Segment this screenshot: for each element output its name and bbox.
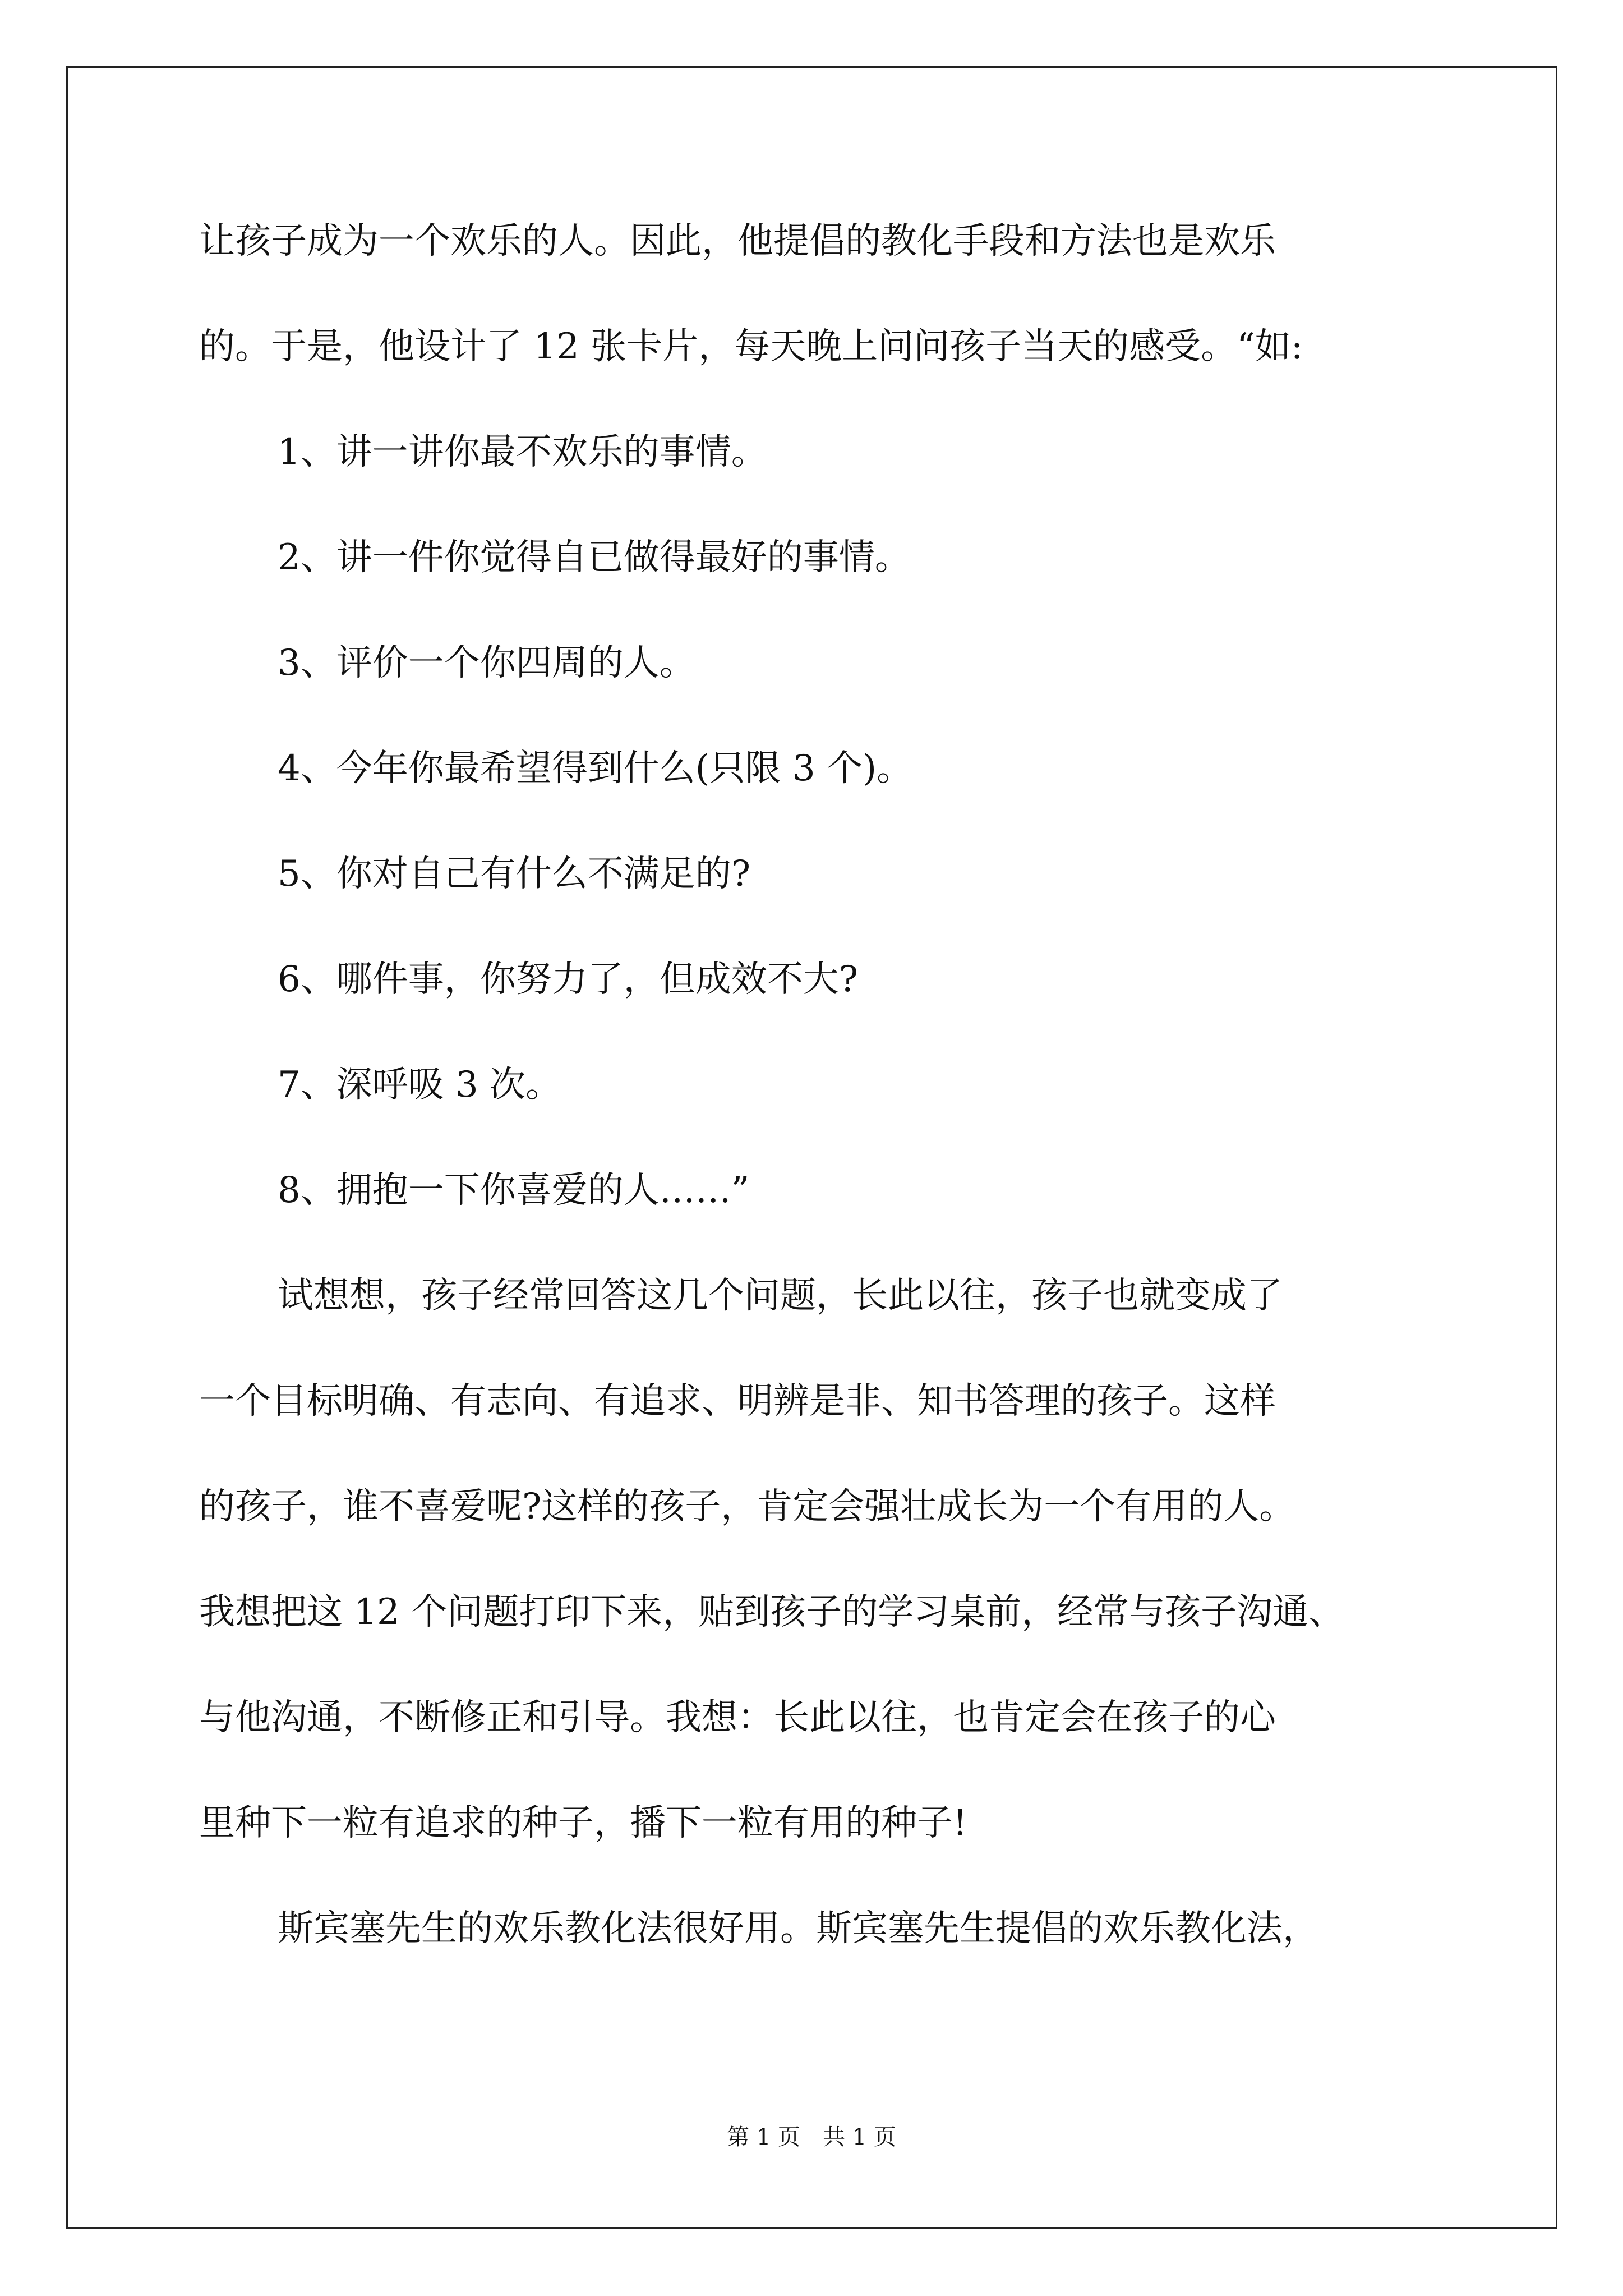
text-line: 的。于是，他设计了 12 张卡片，每天晚上问问孩子当天的感受。“如: [199, 326, 1303, 367]
list-item: 3、评价一个你四周的人。 [278, 642, 695, 684]
text-line: 与他沟通，不断修正和引导。我想：长此以往，也肯定会在孩子的心 [199, 1697, 1276, 1738]
page-footer: 第 1 页 共 1 页 [727, 2124, 896, 2150]
text-line: 的孩子，谁不喜爱呢?这样的孩子，肯定会强壮成长为一个有用的人。 [199, 1486, 1295, 1527]
text-line: 试想想，孩子经常回答这几个问题，长此以往，孩子也就变成了 [278, 1275, 1283, 1317]
list-item: 6、哪件事，你努力了，但成效不大? [278, 959, 859, 1000]
text-line: 斯宾塞先生的欢乐教化法很好用。斯宾塞先生提倡的欢乐教化法， [278, 1908, 1318, 1949]
list-item: 4、今年你最希望得到什么(只限 3 个)。 [278, 748, 913, 789]
text-line: 里种下一粒有追求的种子，播下一粒有用的种子! [199, 1802, 967, 1844]
list-item: 8、拥抱一下你喜爱的人……” [278, 1170, 750, 1211]
list-item: 1、讲一讲你最不欢乐的事情。 [278, 431, 767, 473]
list-item: 2、讲一件你觉得自已做得最好的事情。 [278, 537, 911, 578]
text-line: 让孩子成为一个欢乐的人。因此，他提倡的教化手段和方法也是欢乐 [199, 220, 1276, 262]
list-item: 7、深呼吸 3 次。 [278, 1064, 562, 1106]
text-line: 一个目标明确、有志向、有追求、明辨是非、知书答理的孩子。这样 [199, 1381, 1276, 1422]
list-item: 5、你对自己有什么不满足的? [278, 853, 751, 895]
text-line: 我想把这 12 个问题打印下来，贴到孩子的学习桌前，经常与孩子沟通、 [199, 1591, 1345, 1633]
